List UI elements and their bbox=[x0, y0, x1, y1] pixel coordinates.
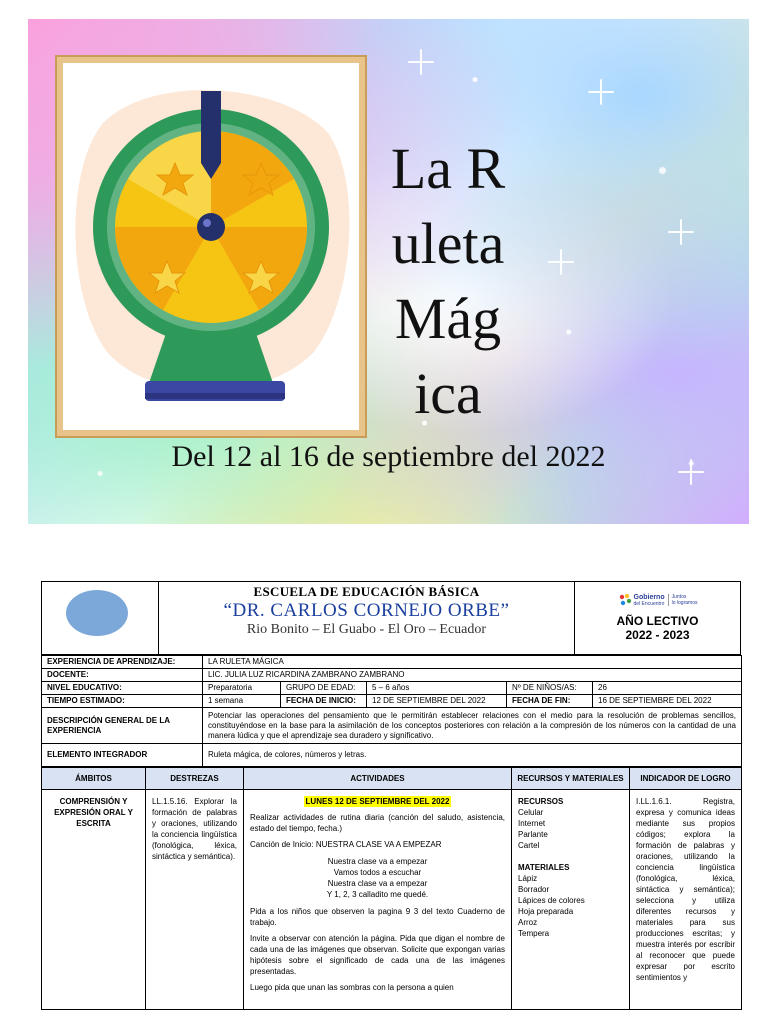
start-date-value: 12 DE SEPTIEMBRE DEL 2022 bbox=[367, 695, 507, 708]
estimated-time-label: TIEMPO ESTIMADO: bbox=[42, 695, 203, 708]
start-date-label: FECHA DE INICIO: bbox=[281, 695, 367, 708]
teacher-label: DOCENTE: bbox=[42, 669, 203, 682]
sparkle-decoration bbox=[668, 219, 694, 245]
sparkle-decoration bbox=[548, 249, 574, 275]
sparkle-decoration bbox=[588, 79, 614, 105]
integrator-element-label: ELEMENTO INTEGRADOR bbox=[42, 744, 203, 767]
roulette-wheel-icon bbox=[63, 63, 359, 430]
experience-info-table bbox=[41, 655, 742, 767]
resource-item: Internet bbox=[518, 819, 546, 828]
government-mark-icon: Gobierno del Encuentro bbox=[618, 593, 665, 607]
experience-value: LA RULETA MÁGICA bbox=[203, 656, 742, 669]
government-logo: Gobierno del Encuentro Juntos lo logramos bbox=[575, 588, 740, 612]
material-item: Borrador bbox=[518, 885, 550, 894]
roulette-illustration bbox=[55, 55, 367, 438]
resources-label: RECURSOS bbox=[518, 797, 564, 806]
ambito-cell: COMPRENSIÓN Y EXPRESIÓN ORAL Y ESCRITA bbox=[42, 790, 146, 1010]
academic-year-cell bbox=[575, 582, 740, 654]
sparkle-decoration bbox=[408, 49, 434, 75]
academic-year-label: AÑO LECTIVO bbox=[616, 614, 699, 628]
age-group-label: GRUPO DE EDAD: bbox=[281, 682, 367, 695]
column-header-recursos: RECURSOS Y MATERIALES bbox=[512, 768, 630, 790]
school-name: “DR. CARLOS CORNEJO ORBE” bbox=[223, 600, 510, 621]
activity-song-intro: Canción de Inicio: NUESTRA CLASE VA A EMPEZAR bbox=[250, 840, 442, 849]
song-lyrics: Nuestra clase va a empezar Vamos todos a escuchar Nuestra clase va a empezar Y 1, 2, 3 calladito me quedé. bbox=[326, 857, 429, 899]
activities-table bbox=[41, 767, 742, 1010]
description-value: Potenciar las operaciones del pensamiento que le permitirán establecer relaciones con el medio para la resolución de problemas sencillos, constituyéndose en la base para la asimilación de los conceptos posteriores con relación a la compresión de los números con la cantidad de una manera lúdica y que el aprendizaje sea duradero y significativo. bbox=[203, 708, 742, 744]
indicator-cell: I.LL.1.6.1. Registra, expresa y comunica ideas mediante sus propios códigos; explora la formación de palabras y oraciones, utilizando la conciencia lingüística (fonológica, léxica, sintáctica y semántica); selecciona y utiliza diferentes recursos y materiales para sus producciones escritas; y muestra interés por escribir al reconocer que puede expresar por escrito sentimientos y bbox=[630, 790, 742, 1010]
estimated-time-value: 1 semana bbox=[203, 695, 281, 708]
description-label: DESCRIPCIÓN GENERAL DE LA EXPERIENCIA bbox=[42, 708, 203, 744]
activity-routine: Realizar actividades de rutina diaria (canción del saludo, asistencia, estado del tiempo, fecha.) bbox=[250, 813, 505, 833]
school-info bbox=[159, 582, 575, 654]
age-group-value: 5 – 6 años bbox=[367, 682, 507, 695]
end-date-value: 16 DE SEPTIEMBRE DEL 2022 bbox=[593, 695, 742, 708]
column-header-actividades: ACTIVIDADES bbox=[244, 768, 512, 790]
experience-label: EXPERIENCIA DE APRENDIZAJE: bbox=[42, 656, 203, 669]
activity-date-highlight: LUNES 12 DE SEPTIEMBRE DEL 2022 bbox=[305, 797, 450, 806]
school-logo-cell bbox=[42, 582, 159, 654]
level-value: Preparatoria bbox=[203, 682, 281, 695]
teacher-value: LIC. JULIA LUZ RICARDINA ZAMBRANO ZAMBRANO bbox=[203, 669, 742, 682]
level-label: NIVEL EDUCATIVO: bbox=[42, 682, 203, 695]
resource-item: Cartel bbox=[518, 841, 540, 850]
material-item: Tempera bbox=[518, 929, 550, 938]
school-header bbox=[41, 581, 741, 655]
column-header-ambitos: ÁMBITOS bbox=[42, 768, 146, 790]
cover-dates: Del 12 al 16 de septiembre del 2022 bbox=[171, 440, 606, 473]
resource-item: Celular bbox=[518, 808, 544, 817]
cover-title: La Ruleta Mágica bbox=[390, 136, 506, 426]
material-item: Lápices de colores bbox=[518, 896, 585, 905]
resource-item: Parlante bbox=[518, 830, 548, 839]
material-item: Hoja preparada bbox=[518, 907, 574, 916]
column-header-destrezas: DESTREZAS bbox=[146, 768, 244, 790]
school-type: ESCUELA DE EDUCACIÓN BÁSICA bbox=[253, 584, 480, 599]
destreza-cell: LL.1.5.16. Explorar la formación de palabras y oraciones, utilizando la conciencia lingüística (fonológica, léxica, sintáctica y semántica). bbox=[146, 790, 244, 1010]
integrator-element-value: Ruleta mágica, de colores, números y letras. bbox=[203, 744, 742, 767]
cover-banner bbox=[28, 19, 749, 524]
children-count-label: Nº DE NIÑOS/AS: bbox=[507, 682, 593, 695]
column-header-indicador: INDICADOR DE LOGRO bbox=[630, 768, 742, 790]
activity-shadows: Luego pida que unan las sombras con la persona a quien bbox=[250, 983, 454, 992]
end-date-label: FECHA DE FIN: bbox=[507, 695, 593, 708]
children-count-value: 26 bbox=[593, 682, 742, 695]
planning-document bbox=[41, 581, 741, 1010]
material-item: Arroz bbox=[518, 918, 538, 927]
activities-cell bbox=[244, 790, 512, 1010]
activity-observe: Invite a observar con atención la página. Pida que digan el nombre de cada una de las imágenes que observan. Solicite que expongan varias hipótesis sobre el significado de cada una de las imágenes presentadas. bbox=[250, 934, 505, 976]
activity-workbook: Pida a los niños que observen la pagina 9 3 del texto Cuaderno de trabajo. bbox=[250, 907, 505, 927]
academic-year-value: 2022 - 2023 bbox=[625, 628, 690, 642]
school-logo-placeholder bbox=[66, 590, 128, 636]
school-location: Rio Bonito – El Guabo - El Oro – Ecuador bbox=[246, 622, 487, 637]
materials-label: MATERIALES bbox=[518, 863, 570, 872]
resources-cell bbox=[512, 790, 630, 1010]
material-item: Lápiz bbox=[518, 874, 538, 883]
